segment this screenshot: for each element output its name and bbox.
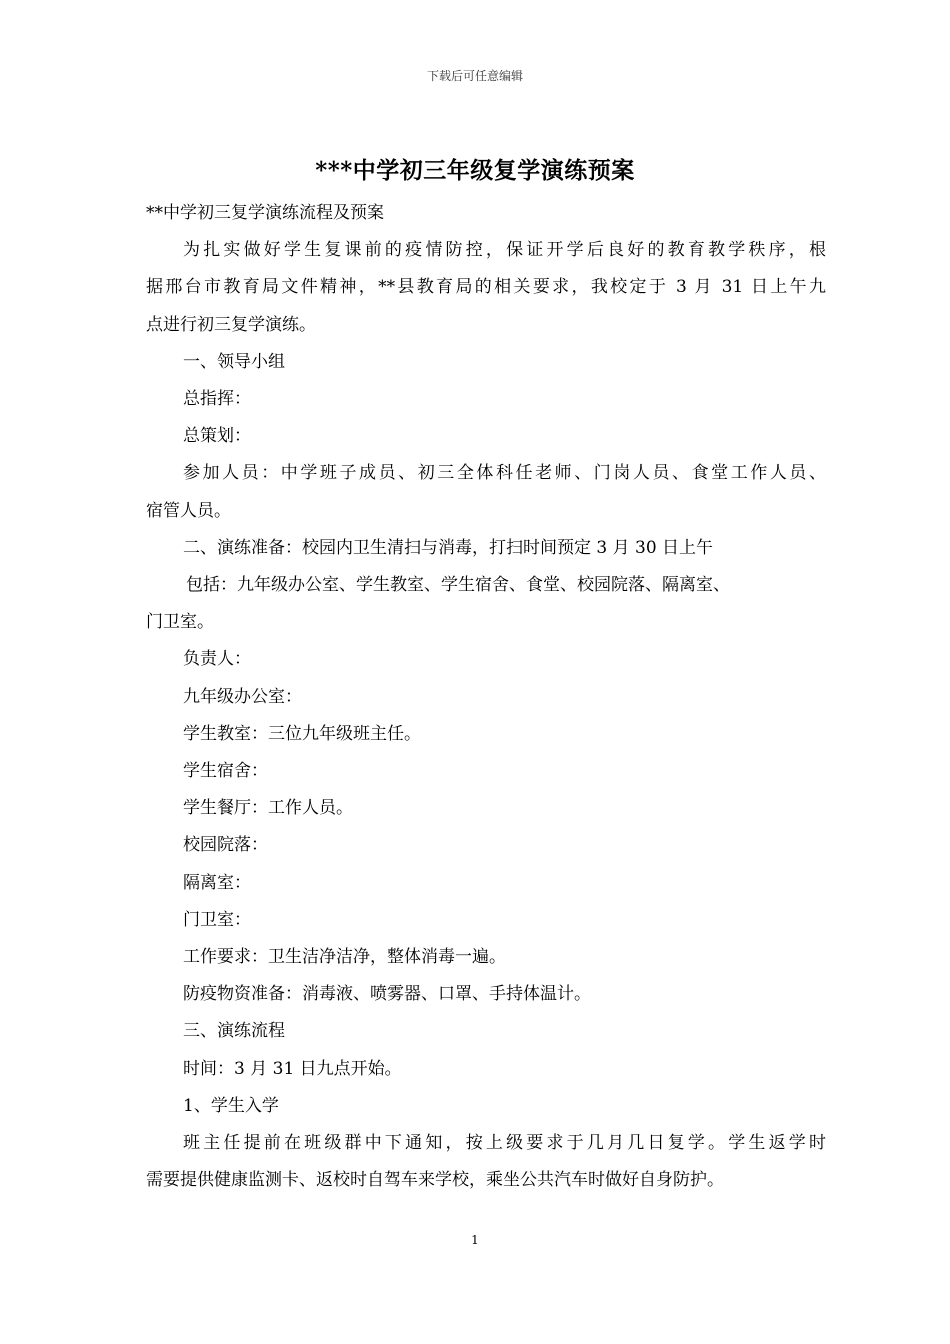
paragraph-line: 点进行初三复学演练。 xyxy=(146,314,316,335)
paragraph-line: 门卫室。 xyxy=(146,612,214,633)
paragraph-line: 门卫室： xyxy=(183,909,251,930)
page-number: 1 xyxy=(471,1233,479,1247)
paragraph-line: 九年级办公室： xyxy=(183,686,302,707)
paragraph-line: 学生餐厅：工作人员。 xyxy=(183,798,353,819)
header-note: 下载后可任意编辑 xyxy=(426,69,523,83)
paragraph-line: 总指挥： xyxy=(183,389,251,410)
document-body xyxy=(146,195,826,1199)
paragraph-line: 需要提供健康监测卡、返校时自驾车来学校，乘坐公共汽车时做好自身防护。 xyxy=(146,1170,724,1191)
paragraph-line: 包括：九年级办公室、学生教室、学生宿舍、食堂、校园院落、隔离室、 xyxy=(186,575,730,596)
paragraph-line: 时间：3 月 31 日九点开始。 xyxy=(183,1058,402,1079)
section-heading: 二、演练准备：校园内卫生清扫与消毒，打扫时间预定 3 月 30 日上午 xyxy=(183,537,714,558)
paragraph-line: 隔离室： xyxy=(183,872,251,893)
paragraph-line: 校园院落： xyxy=(183,835,268,856)
paragraph-line: 总策划： xyxy=(183,426,251,447)
document-title: ***中学初三年级复学演练预案 xyxy=(315,157,635,184)
paragraph-line: 宿管人员。 xyxy=(146,500,231,521)
section-heading: 一、领导小组 xyxy=(183,351,285,372)
paragraph-line: 防疫物资准备：消毒液、喷雾器、口罩、手持体温计。 xyxy=(183,984,591,1005)
paragraph-line: 工作要求：卫生洁净洁净，整体消毒一遍。 xyxy=(183,947,506,968)
paragraph-line: 负责人： xyxy=(183,649,251,670)
paragraph-line: 学生教室：三位九年级班主任。 xyxy=(183,723,421,744)
paragraph-line: 参加人员：中学班子成员、初三全体科任老师、门岗人员、食堂工作人员、 xyxy=(183,463,826,484)
paragraph-line: 学生宿舍： xyxy=(183,761,268,782)
paragraph-line: 班主任提前在班级群中下通知，按上级要求于几月几日复学。学生返学时 xyxy=(183,1133,826,1154)
paragraph-line: 为扎实做好学生复课前的疫情防控，保证开学后良好的教育教学秩序，根 xyxy=(183,240,826,261)
subtitle-line: **中学初三复学演练流程及预案 xyxy=(146,203,384,223)
section-heading: 三、演练流程 xyxy=(183,1021,285,1042)
paragraph-line: 据邢台市教育局文件精神，**县教育局的相关要求，我校定于 3 月 31 日上午九 xyxy=(146,277,826,298)
subsection-heading: 1、学生入学 xyxy=(183,1095,279,1116)
